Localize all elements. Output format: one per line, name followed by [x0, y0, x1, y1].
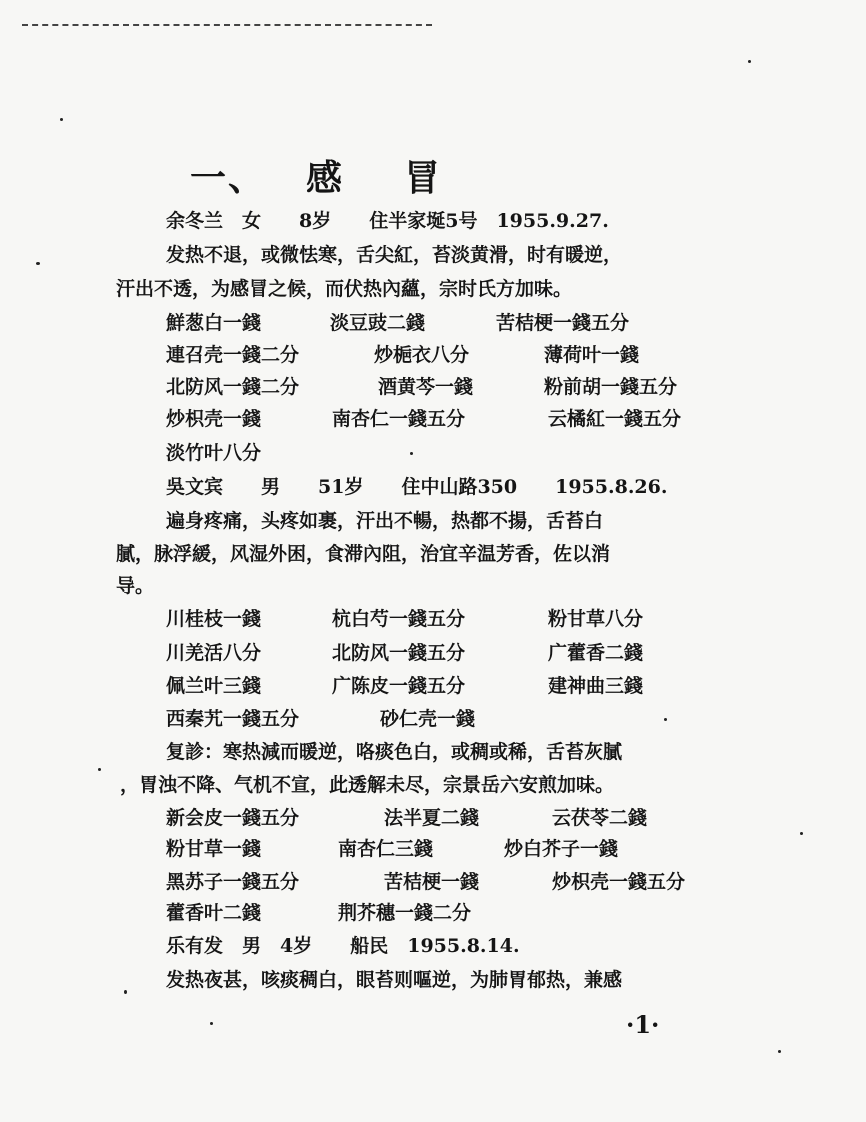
case1-header: 余冬兰 女 8岁 住半家埏5号 1955.9.27.	[166, 210, 609, 232]
herb: 川桂枝一錢	[166, 608, 262, 630]
herb: 砂仁壳一錢	[380, 708, 476, 730]
page-number: ·1·	[626, 1010, 660, 1039]
case2-symptom-line: 导。	[116, 575, 155, 597]
scan-speck	[36, 262, 40, 265]
herb: 淡竹叶八分	[166, 442, 262, 464]
herb: 炒白芥子一錢	[504, 838, 619, 860]
herb: 荆芥穗一錢二分	[338, 902, 472, 924]
herb: 連召壳一錢二分	[166, 344, 300, 366]
title-char-2: 冒	[404, 157, 443, 199]
herb: 北防风一錢五分	[332, 642, 466, 664]
herb: 粉甘草一錢	[166, 838, 262, 860]
herb: 酒黄芩一錢	[378, 376, 474, 398]
herb: 云橘紅一錢五分	[548, 408, 682, 430]
scan-speck	[60, 118, 63, 121]
herb: 北防风一錢二分	[166, 376, 300, 398]
case1-symptom-line: 汗出不透，为感冒之候，而伏热內蘊，宗时氏方加味。	[116, 278, 573, 300]
herb: 炒枳壳一錢五分	[552, 871, 686, 893]
herb: 川羌活八分	[166, 642, 262, 664]
herb: 薄荷叶一錢	[544, 344, 640, 366]
scan-speck	[210, 1022, 213, 1025]
case2-followup-line: 复診：寒热減而暖逆，咯痰色白，或稠或稀，舌苔灰膩	[166, 741, 623, 763]
scan-speck	[664, 718, 667, 721]
herb: 南杏仁一錢五分	[332, 408, 466, 430]
case3-symptom-line: 发热夜甚，咳痰稠白，眼苔则嘔逆，为肺胃郁热，兼感	[166, 969, 623, 991]
case1-symptom-line: 发热不退，或微怯寒，舌尖紅，苔淡黄滑，时有暖逆，	[166, 244, 623, 266]
herb: 云茯苓二錢	[552, 807, 648, 829]
herb: 建神曲三錢	[548, 675, 644, 697]
herb: 法半夏二錢	[384, 807, 480, 829]
scan-speck	[778, 1050, 781, 1053]
top-dashed-rule	[22, 24, 432, 26]
case2-symptom-line: 膩，脉浮緩，风湿外困，食滞內阻，治宜辛温芳香，佐以消	[116, 543, 611, 565]
case2-symptom-line: 遍身疼痛，头疼如裹，汗出不暢，热都不揚，舌苔白	[166, 510, 604, 532]
herb: 杭白芍一錢五分	[332, 608, 466, 630]
scan-speck	[124, 990, 127, 994]
herb: 西秦艽一錢五分	[166, 708, 300, 730]
scan-speck	[800, 832, 803, 835]
herb: 炒梔衣八分	[374, 344, 470, 366]
herb: 藿香叶二錢	[166, 902, 262, 924]
scan-speck	[748, 60, 751, 63]
herb: 鮮葱白一錢	[166, 312, 262, 334]
title-char-1: 感	[306, 157, 345, 199]
herb: 苦桔梗一錢五分	[496, 312, 630, 334]
herb: 新会皮一錢五分	[166, 807, 300, 829]
scan-speck	[98, 768, 101, 771]
case2-followup-line: ，胃浊不降、气机不宣，此透解未尽，宗景岳六安煎加味。	[120, 774, 615, 796]
herb: 炒枳壳一錢	[166, 408, 262, 430]
herb: 黑苏子一錢五分	[166, 871, 300, 893]
scan-speck	[410, 452, 413, 455]
herb: 苦桔梗一錢	[384, 871, 480, 893]
herb: 佩兰叶三錢	[166, 675, 262, 697]
herb: 南杏仁三錢	[338, 838, 434, 860]
section-title	[190, 150, 442, 201]
section-number: 一、	[190, 157, 267, 199]
herb: 淡豆豉二錢	[330, 312, 426, 334]
case2-header: 吳文宾 男 51岁 住中山路350 1955.8.26.	[166, 476, 668, 498]
herb: 粉前胡一錢五分	[544, 376, 678, 398]
herb: 广陈皮一錢五分	[332, 675, 466, 697]
case3-header: 乐有发 男 4岁 船民 1955.8.14.	[166, 935, 520, 957]
herb: 广藿香二錢	[548, 642, 644, 664]
herb: 粉甘草八分	[548, 608, 644, 630]
